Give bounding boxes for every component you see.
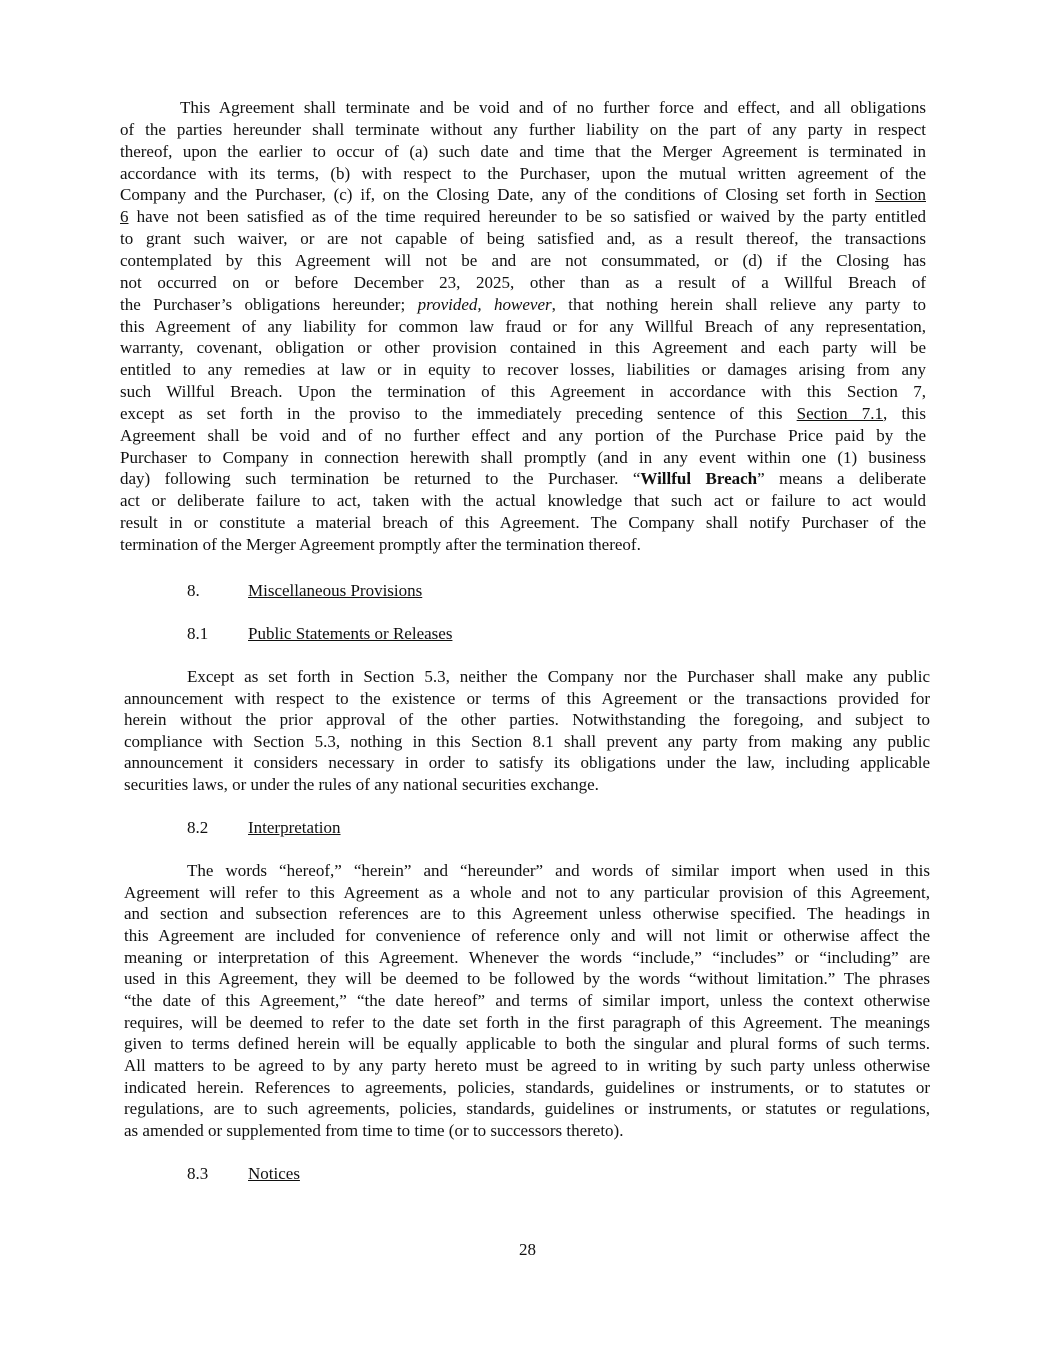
text-segment: regulations, are to such agreements, policies, standards, guidelines or instruments, or statutes or regulations, xyxy=(124,1099,930,1119)
text-segment: thereof, upon the earlier to occur of (a) such date and time that the Merger Agreement is terminated in xyxy=(120,141,926,161)
text-line xyxy=(120,206,926,228)
text-segment: herein without the prior approval of the other parties. Notwithstanding the foregoing, and subject to xyxy=(124,710,930,730)
text-line xyxy=(124,1012,930,1034)
text-segment: used in this Agreement, they will be deemed to be followed by the words “without limitation.” The phrases xyxy=(124,969,930,989)
text-segment: announcement with respect to the existence or terms of this Agreement or the transactions provided for xyxy=(124,688,930,708)
text-segment: compliance with Section 5.3, nothing in this Section 8.1 shall prevent any party from making any public xyxy=(124,731,930,751)
text-segment: Company and the Purchaser, (c) if, on the Closing Date, any of the conditions of Closing set forth in xyxy=(120,185,875,205)
text-segment: requires, will be deemed to refer to the date set forth in the first paragraph of this Agreement. The meanings xyxy=(124,1012,930,1032)
text-line xyxy=(120,163,926,185)
text-segment: this Agreement are included for convenience of reference only and will not limit or otherwise affect the xyxy=(124,926,930,945)
text-segment: entitled to any remedies at law or in equity to recover losses, liabilities or damages arising from any xyxy=(120,360,926,380)
text-line xyxy=(187,860,930,882)
text-line xyxy=(124,925,930,947)
text-segment: meaning or interpretation of this Agreement. Whenever the words “include,” “includes” or “including” are xyxy=(124,947,930,967)
text-segment: warranty, covenant, obligation or other provision contained in this Agreement and each party will be xyxy=(120,338,926,358)
text-segment: and section and subsection references are to this Agreement unless otherwise specified. The headings in xyxy=(124,904,930,924)
heading-number: 8.2 xyxy=(187,818,209,837)
text-line xyxy=(124,1120,623,1142)
text-line xyxy=(124,1055,930,1077)
text-line xyxy=(120,381,926,403)
text-line xyxy=(124,709,930,731)
text-line xyxy=(120,468,926,490)
text-segment: except as set forth in the proviso to the immediately preceding sentence of this xyxy=(120,403,797,423)
defined-term: Willful Breach xyxy=(640,469,758,489)
text-line xyxy=(120,512,926,534)
text-line xyxy=(124,968,930,990)
text-segment: contemplated by this Agreement will not be and are not consummated, or (d) if the Closing has xyxy=(120,250,926,270)
text-segment: have not been satisfied as of the time required hereunder to be so satisfied or waived by the party entitled xyxy=(128,207,926,227)
text-line xyxy=(187,666,930,688)
section-reference: Section 7.1 xyxy=(796,403,884,423)
text-line xyxy=(120,490,926,512)
text-segment: termination of the Merger Agreement promptly after the termination thereof. xyxy=(120,535,641,554)
text-segment: securities laws, or under the rules of any national securities exchange. xyxy=(124,775,599,794)
text-line xyxy=(124,688,930,710)
text-line xyxy=(120,316,926,338)
text-line xyxy=(124,1077,930,1099)
text-line xyxy=(124,947,930,969)
section-reference: 6 xyxy=(120,207,129,227)
text-segment: not occurred on or before December 23, 2025, other than as a result of a Willful Breach of xyxy=(120,272,926,292)
text-line xyxy=(124,1098,930,1120)
italic-text: provided, however xyxy=(417,294,552,314)
text-line xyxy=(120,534,641,556)
text-line xyxy=(120,294,926,316)
text-line xyxy=(120,272,926,294)
heading-label: Miscellaneous Provisions xyxy=(248,581,423,600)
text-line xyxy=(120,228,926,250)
text-line xyxy=(120,119,926,141)
text-line xyxy=(124,882,930,904)
heading-label: Public Statements or Releases xyxy=(248,624,453,643)
text-segment: Purchaser to Company in connection herewith shall promptly (and in any event within one (1) business xyxy=(120,447,926,467)
text-segment: ” means a deliberate xyxy=(757,469,926,489)
text-line xyxy=(120,250,926,272)
text-line xyxy=(124,731,930,753)
text-segment: This Agreement shall terminate and be void and of no further force and effect, and all obligations xyxy=(180,98,926,117)
text-line xyxy=(120,447,926,469)
text-segment: act or deliberate failure to act, taken with the actual knowledge that such act or failure to act would xyxy=(120,491,926,511)
text-line xyxy=(120,141,926,163)
text-line xyxy=(124,752,930,774)
text-segment: Agreement shall be void and of no further effect and any portion of the Purchase Price paid by the xyxy=(120,425,926,445)
text-segment: Except as set forth in Section 5.3, neither the Company nor the Purchaser shall make any public xyxy=(187,667,930,686)
text-line xyxy=(120,425,926,447)
text-segment: “the date of this Agreement,” “the date hereof” and terms of similar import, unless the context otherwise xyxy=(124,991,930,1011)
text-segment: Agreement will refer to this Agreement as a whole and not to any particular provision of this Agreement, xyxy=(124,882,930,902)
text-segment: , this xyxy=(883,403,926,423)
text-line xyxy=(120,359,926,381)
text-line xyxy=(124,903,930,925)
text-segment: The words “hereof,” “herein” and “hereunder” and words of similar import when used in this xyxy=(187,861,930,880)
text-line xyxy=(124,774,599,796)
text-segment: of the parties hereunder shall terminate without any further liability on the part of any party in respect xyxy=(120,119,926,139)
text-segment: , that nothing herein shall relieve any party to xyxy=(551,294,927,314)
text-segment: indicated herein. References to agreements, policies, standards, guidelines or instruments, or to statutes or xyxy=(124,1077,930,1097)
heading-label: Notices xyxy=(248,1164,300,1183)
text-segment: as amended or supplemented from time to time (or to successors thereto). xyxy=(124,1121,624,1141)
text-line xyxy=(124,990,930,1012)
heading-number: 8.3 xyxy=(187,1164,209,1183)
text-line xyxy=(120,337,926,359)
heading-number: 8.1 xyxy=(187,624,209,643)
text-segment: the Purchaser’s obligations hereunder; xyxy=(120,294,418,314)
text-segment: announcement it considers necessary in order to satisfy its obligations under the law, including applicable xyxy=(124,753,930,773)
section-reference: Section xyxy=(875,185,926,205)
text-segment: to grant such waiver, or are not capable of being satisfied and, as a result thereof, the transactions xyxy=(120,229,926,249)
text-segment: result in or constitute a material breach of this Agreement. The Company shall notify Purchaser of the xyxy=(120,513,926,533)
text-segment: All matters to be agreed to by any party hereto must be agreed to in writing by such party unless otherwise xyxy=(124,1056,930,1076)
text-segment: such Willful Breach. Upon the termination of this Agreement in accordance with this Section 7, xyxy=(120,382,926,402)
text-segment: this Agreement of any liability for common law fraud or for any Willful Breach of any representation, xyxy=(120,316,926,336)
text-line xyxy=(120,403,926,425)
text-segment: accordance with its terms, (b) with respect to the Purchaser, upon the mutual written agreement of the xyxy=(120,163,926,183)
page-number: 28 xyxy=(519,1240,536,1259)
heading-label: Interpretation xyxy=(248,818,341,837)
text-line xyxy=(124,1033,930,1055)
heading-number: 8. xyxy=(187,581,200,600)
text-line xyxy=(180,97,926,119)
text-segment: day) following such termination be returned to the Purchaser. “ xyxy=(120,469,641,489)
text-line xyxy=(120,184,926,206)
text-segment: given to terms defined herein will be equally applicable to both the singular and plural forms of such terms. xyxy=(124,1034,930,1054)
